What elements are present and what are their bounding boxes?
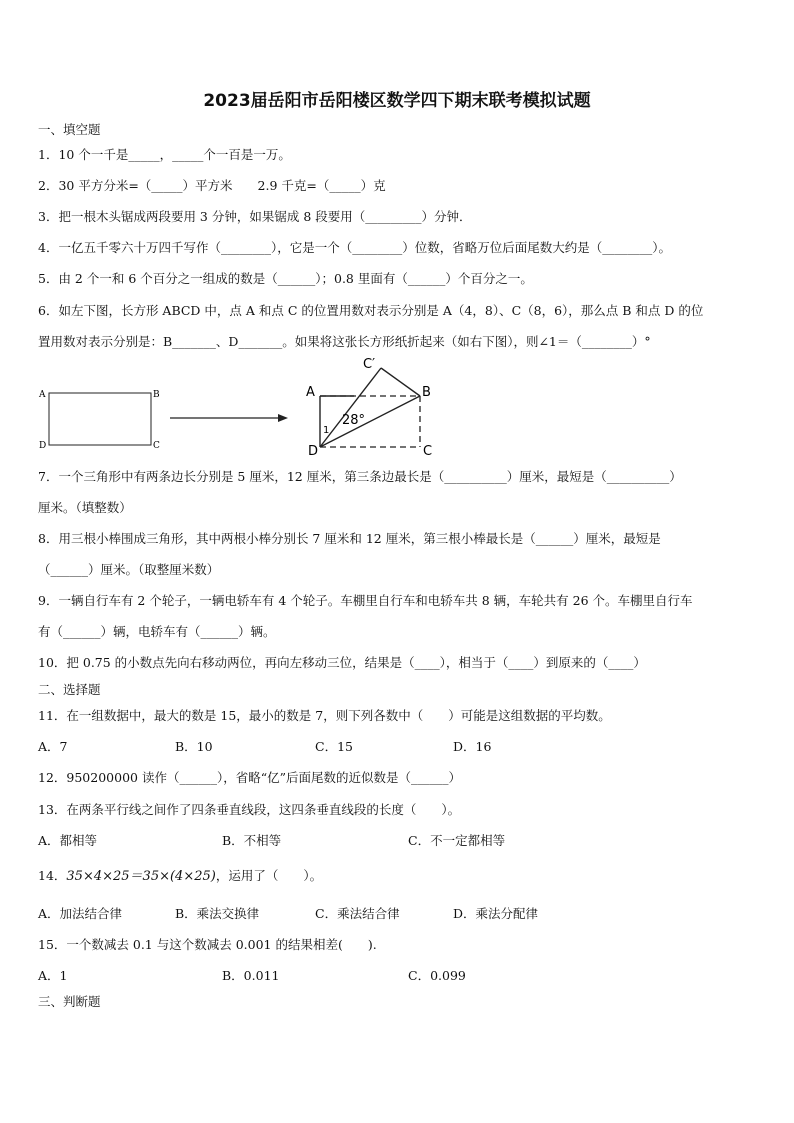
question-14-expression: 35×4×25＝35×(4×25) xyxy=(66,869,216,884)
right-label-c-prime: C′ xyxy=(363,357,376,372)
question-13-options xyxy=(38,832,762,850)
question-11-options xyxy=(38,738,762,756)
question-1: 1．10 个一千是_____，_____个一百是一万。 xyxy=(38,147,291,162)
question-13: 13．在两条平行线之间作了四条垂直线段，这四条垂直线段的长度（ ）。 xyxy=(38,802,461,817)
option-c: C．15 xyxy=(315,739,353,754)
right-label-d: D xyxy=(308,444,319,455)
question-14-options xyxy=(38,905,762,923)
right-label-b: B xyxy=(422,385,431,400)
option-b: B．10 xyxy=(175,739,213,754)
question-10: 10．把 0.75 的小数点先向右移动两位，再向左移动三位，结果是（____），相当于（____）到原来的（____） xyxy=(38,655,646,670)
angle-28-label: 28° xyxy=(342,413,366,428)
question-8-line-1: 8．用三根小棒围成三角形，其中两根小棒分别长 7 厘米和 12 厘米，第三根小棒最长是（______）厘米，最短是 xyxy=(38,531,661,546)
angle-1-label: 1 xyxy=(323,425,330,436)
right-label-c: C xyxy=(423,444,433,455)
question-8-line-2: （______）厘米。（取整厘米数） xyxy=(38,562,220,577)
question-2: 2．30 平方分米=（_____）平方米 2.9 千克=（_____）克 xyxy=(38,178,386,193)
question-12: 12．950200000 读作（______），省略“亿”后面尾数的近似数是（______） xyxy=(38,770,461,785)
question-9-line-1: 9．一辆自行车有 2 个轮子，一辆电轿车有 4 个轮子。车棚里自行车和电轿车共 8 辆，车轮共有 26 个。车棚里自行车 xyxy=(38,593,693,608)
question-14-text: ，运用了（ ）。 xyxy=(215,868,323,883)
option-b: B．不相等 xyxy=(222,833,282,848)
question-4: 4．一亿五千零六十万四千写作（________），它是一个（________）位数，省略万位后面尾数大约是（________）。 xyxy=(38,240,671,255)
question-5: 5．由 2 个一和 6 个百分之一组成的数是（______）；0.8 里面有（______）个百分之一。 xyxy=(38,271,533,286)
question-11: 11．在一组数据中，最大的数是 15，最小的数是 7，则下列各数中（ ）可能是这组数据的平均数。 xyxy=(38,708,611,723)
option-a: A．7 xyxy=(38,739,68,754)
option-a: A．1 xyxy=(38,968,68,983)
option-d: D．16 xyxy=(453,739,492,754)
question-9-line-2: 有（______）辆，电轿车有（______）辆。 xyxy=(38,624,276,639)
option-c: C．0.099 xyxy=(408,968,466,983)
question-6-line-2: 置用数对表示分别是：B_______、D_______。如果将这张长方形纸折起来（如右下图），则∠1＝（________）° xyxy=(38,334,651,349)
fold-diagonal-db xyxy=(320,396,420,447)
question-7-line-1: 7．一个三角形中有两条边长分别是 5 厘米，12 厘米，第三条边最长是（__________）厘米，最短是（__________） xyxy=(38,469,682,484)
option-c: C．不一定都相等 xyxy=(408,833,506,848)
left-label-c: C xyxy=(153,441,160,451)
option-a: A．加法结合律 xyxy=(38,906,123,921)
fold-line-c-prime-b xyxy=(381,368,420,396)
left-label-d: D xyxy=(39,441,47,451)
question-15-options xyxy=(38,967,762,985)
left-rectangle xyxy=(49,393,151,445)
arrow-head-icon xyxy=(278,414,288,422)
question-7-line-2: 厘米。（填整数） xyxy=(38,500,132,515)
section-judge: 三、判断题 xyxy=(38,994,101,1009)
section-choice: 二、选择题 xyxy=(38,682,101,697)
rectangle-fold-figure xyxy=(36,355,456,455)
section-fill: 一、填空题 xyxy=(38,122,101,137)
question-3: 3．把一根木头锯成两段要用 3 分钟，如果锯成 8 段要用（_________）分钟． xyxy=(38,209,472,224)
left-label-b: B xyxy=(153,390,160,400)
question-14-number: 14． xyxy=(38,868,67,883)
option-d: D．乘法分配律 xyxy=(453,906,539,921)
option-b: B．乘法交换律 xyxy=(175,906,260,921)
right-label-a: A xyxy=(306,385,315,400)
option-c: C．乘法结合律 xyxy=(315,906,400,921)
left-label-a: A xyxy=(39,390,46,400)
option-b: B．0.011 xyxy=(222,968,280,983)
question-15: 15．一个数减去 0.1 与这个数减去 0.001 的结果相差( ). xyxy=(38,937,377,952)
option-a: A．都相等 xyxy=(38,833,98,848)
page-title: 2023届岳阳市岳阳楼区数学四下期末联考模拟试题 xyxy=(203,91,591,111)
question-6-line-1: 6．如左下图，长方形 ABCD 中，点 A 和点 C 的位置用数对表示分别是 A（4，8）、C（8，6），那么点 B 和点 D 的位 xyxy=(38,303,704,318)
question-14 xyxy=(38,867,762,886)
